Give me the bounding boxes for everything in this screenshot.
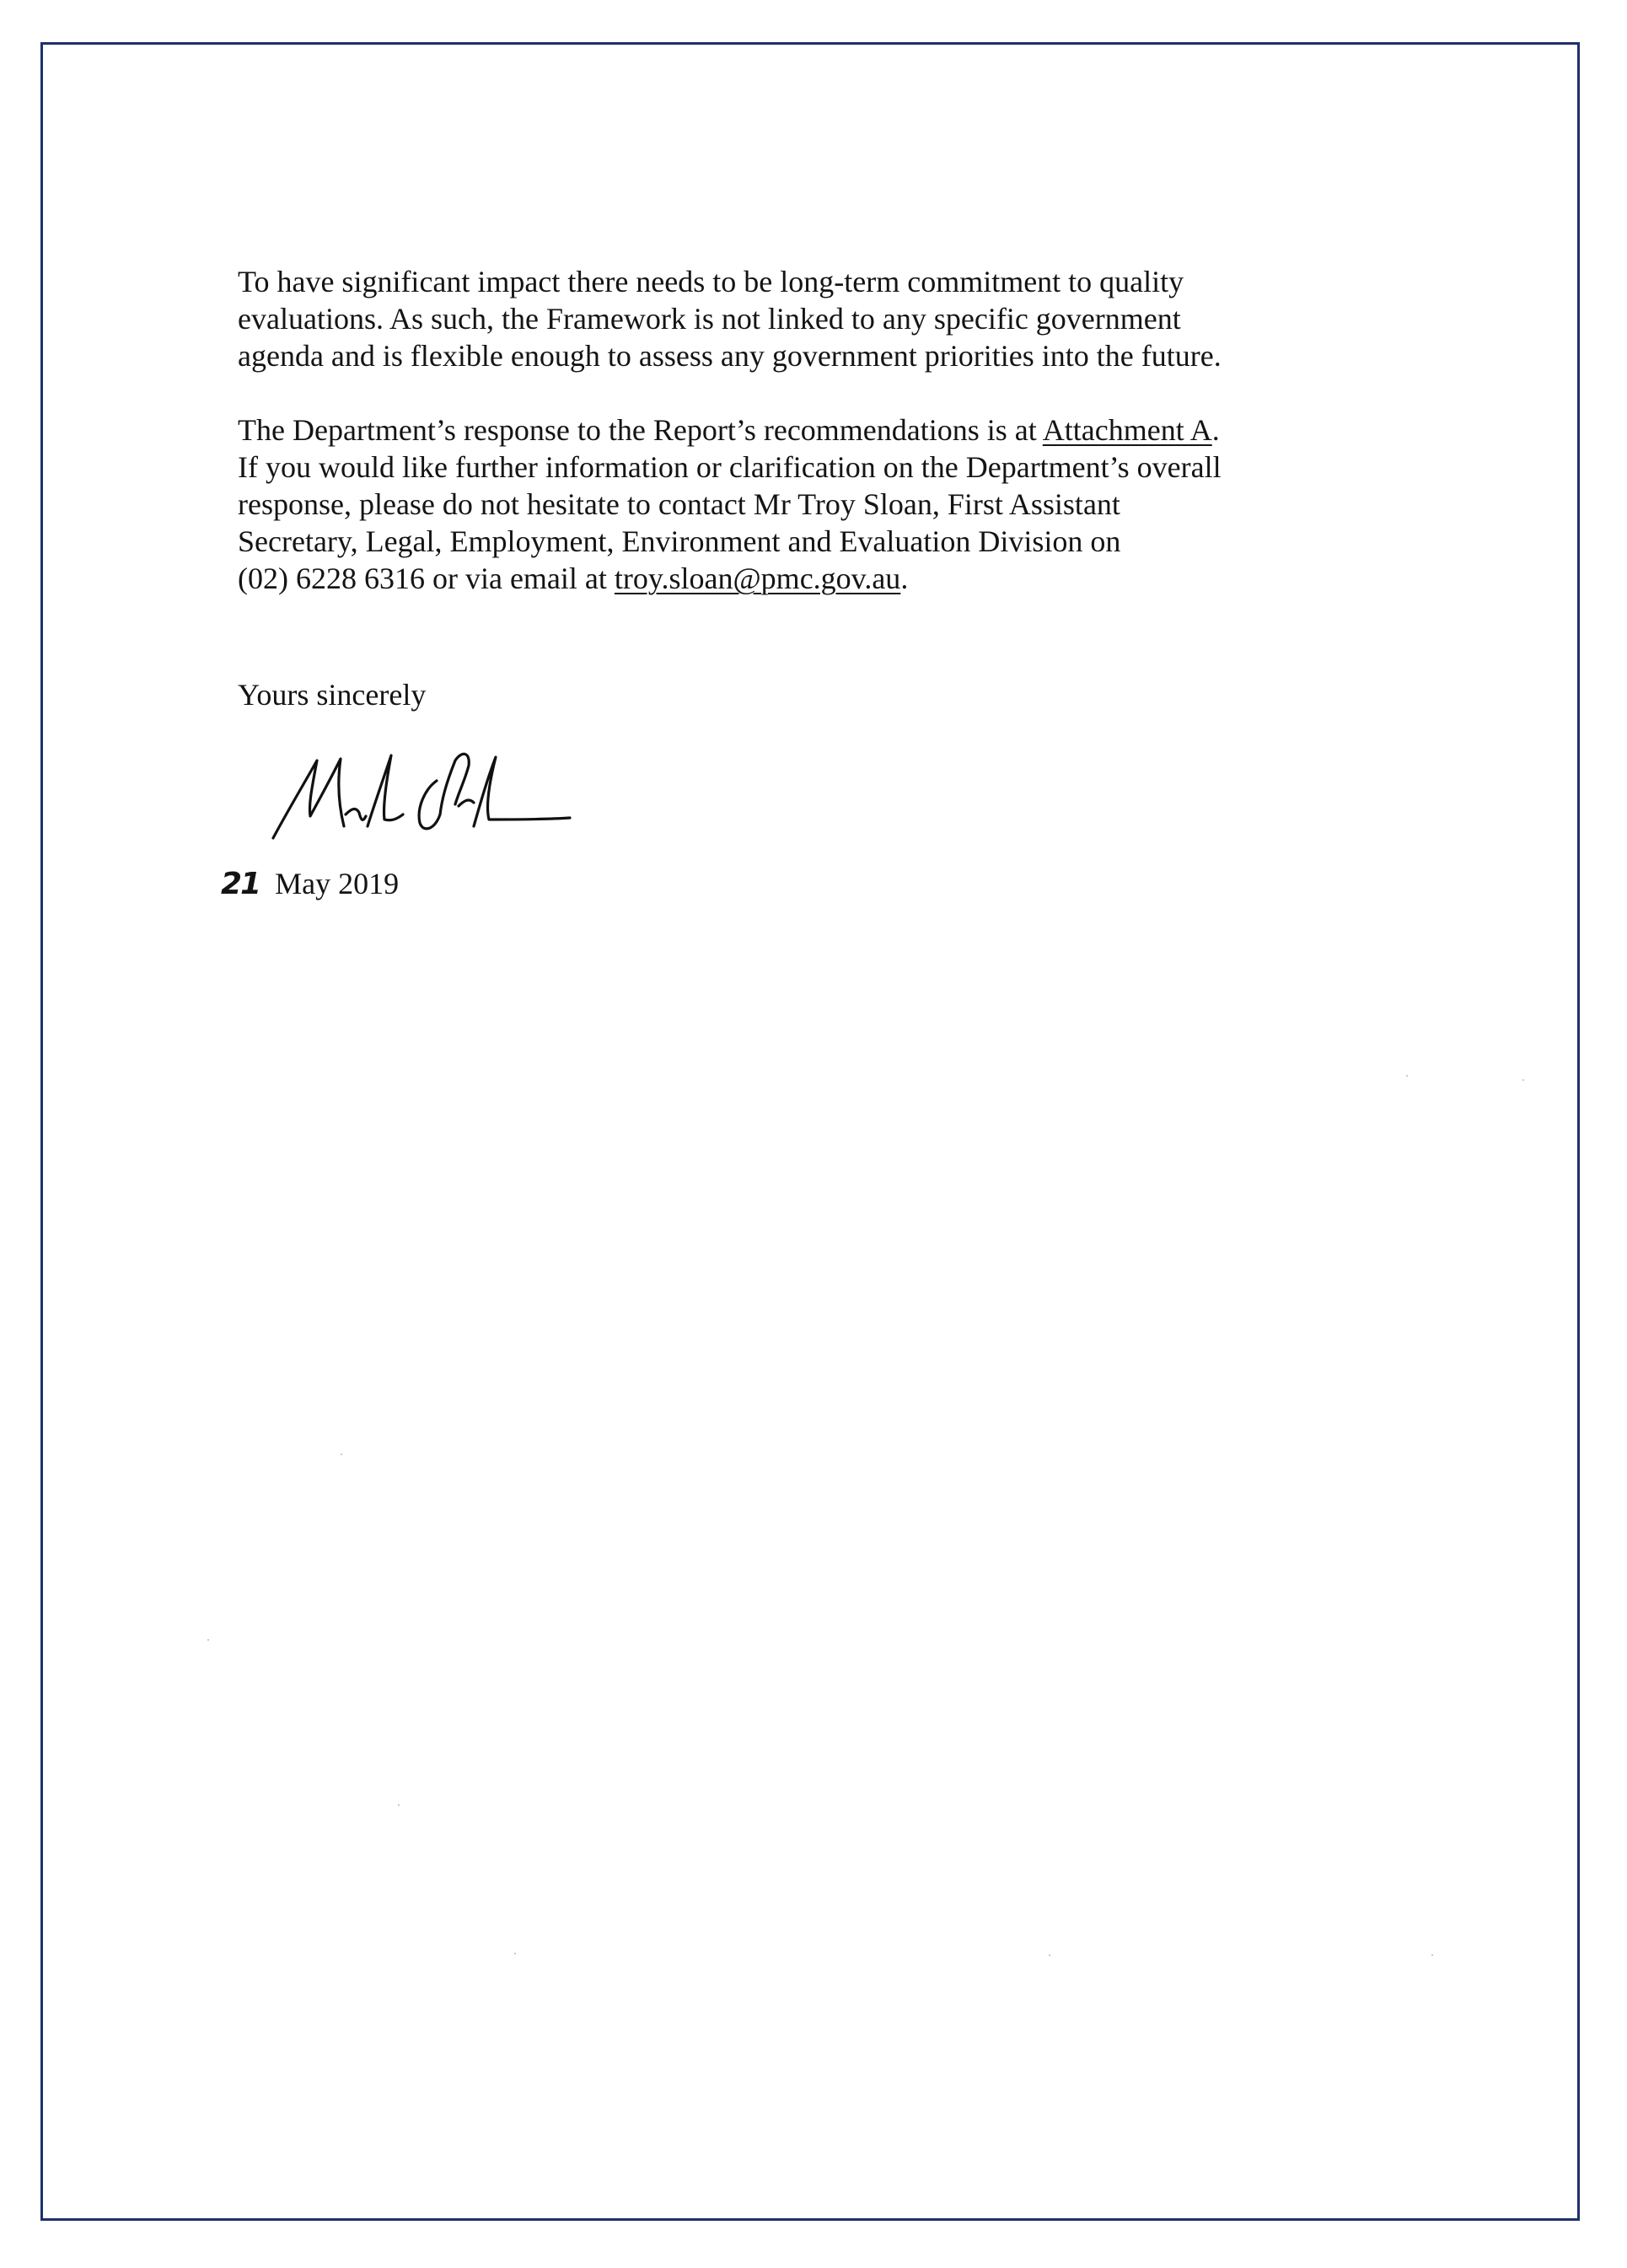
letter-date xyxy=(221,865,399,903)
scan-speck xyxy=(1049,1954,1050,1956)
closing-salutation: Yours sincerely xyxy=(238,678,427,712)
paragraph-response xyxy=(238,411,1418,597)
scan-speck xyxy=(398,1804,400,1806)
paragraph-line: response, please do not hesitate to contact Mr Troy Sloan, First Assistant xyxy=(238,487,1120,521)
scan-speck xyxy=(514,1953,516,1954)
paragraph-line: agenda and is flexible enough to assess any government priorities into the future. xyxy=(238,339,1222,373)
signature-image xyxy=(268,739,572,848)
scan-speck xyxy=(1431,1954,1433,1956)
paragraph-line: To have significant impact there needs to be long-term commitment to quality xyxy=(238,265,1184,298)
paragraph-line: evaluations. As such, the Framework is not linked to any specific government xyxy=(238,302,1181,336)
line-text: . xyxy=(900,562,909,595)
line-text: The Department’s response to the Report’s recommendations is at xyxy=(238,413,1043,447)
scan-speck xyxy=(341,1454,342,1455)
scan-speck xyxy=(1406,1075,1408,1077)
letter-body xyxy=(238,263,1418,597)
paragraph-line xyxy=(238,560,1418,597)
paragraph-commitment xyxy=(238,263,1418,374)
date-month-year: May 2019 xyxy=(275,867,400,900)
scan-speck xyxy=(1522,1079,1524,1081)
paragraph-line: If you would like further information or clarification on the Department’s overall xyxy=(238,450,1222,484)
attachment-link[interactable]: Attachment A xyxy=(1042,413,1212,447)
line-text: (02) 6228 6316 or via email at xyxy=(238,562,615,595)
line-text: . xyxy=(1211,413,1220,447)
email-link[interactable]: troy.sloan@pmc.gov.au xyxy=(614,562,901,595)
paragraph-line: Secretary, Legal, Employment, Environment and Evaluation Division on xyxy=(238,524,1121,558)
scan-speck xyxy=(207,1639,209,1641)
paragraph-line xyxy=(238,411,1418,449)
date-day-handwritten: 21 xyxy=(221,867,260,901)
